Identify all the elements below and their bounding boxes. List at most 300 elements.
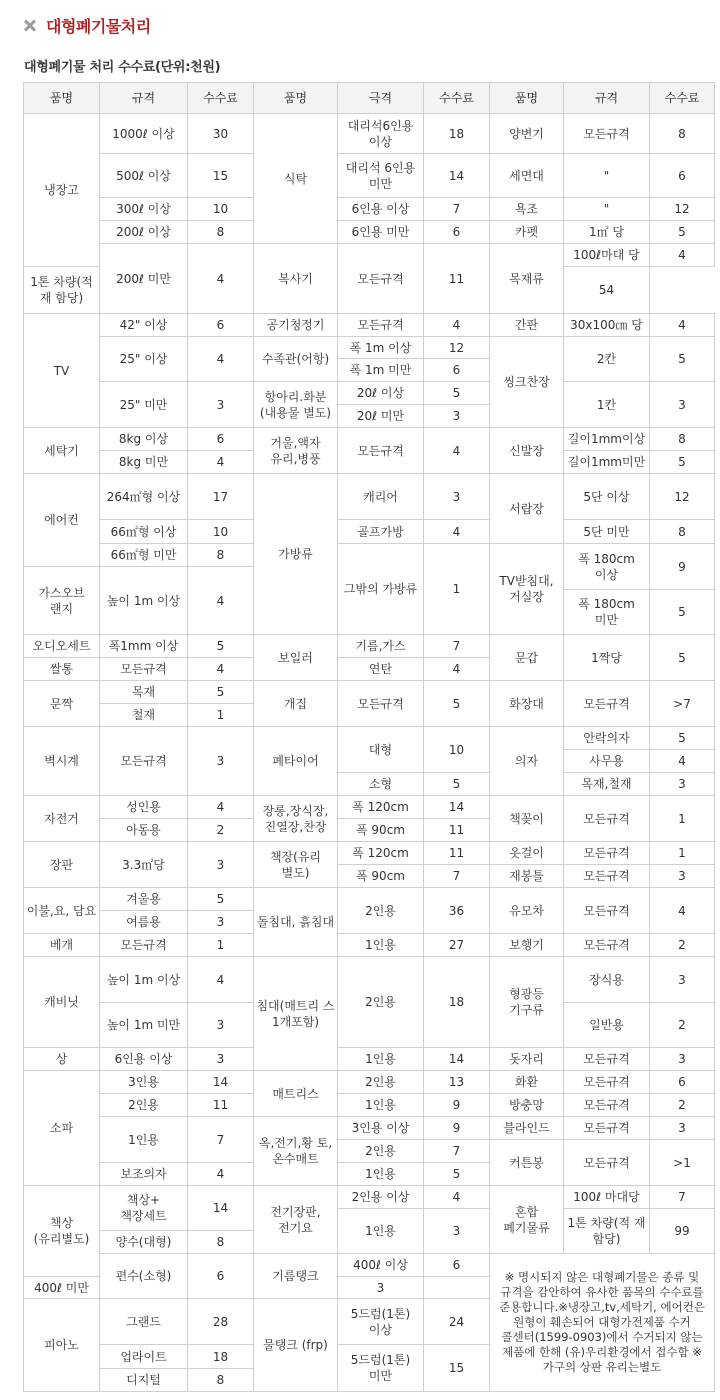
item-fee: 3 (188, 727, 254, 796)
item-fee: 4 (424, 428, 490, 474)
column-header: 품명 (24, 83, 100, 114)
column-header: 극격 (338, 83, 424, 114)
item-fee: 3 (650, 957, 715, 1003)
item-fee: 5 (650, 590, 715, 635)
item-name: 씽크찬장 (490, 337, 564, 428)
item-spec: 20ℓ 이상 (338, 382, 424, 405)
item-fee: 5 (650, 451, 715, 474)
item-spec: 400ℓ 이상 (338, 1254, 424, 1277)
item-fee: 15 (424, 1345, 490, 1392)
item-fee: 5 (188, 635, 254, 658)
item-fee: 8 (650, 520, 715, 544)
table-row (24, 1117, 715, 1140)
item-fee: 10 (188, 198, 254, 221)
item-spec: 골프가방 (338, 520, 424, 544)
item-spec: 300ℓ 이상 (100, 198, 188, 221)
table-row (24, 1071, 715, 1094)
item-name: 화환 (490, 1071, 564, 1094)
item-spec: 모든규격 (564, 796, 650, 842)
item-spec: 모든규격 (564, 865, 650, 888)
table-row (24, 382, 715, 405)
item-fee: 6 (424, 1254, 490, 1277)
item-spec: 1000ℓ 이상 (100, 114, 188, 154)
item-fee: 3 (650, 773, 715, 796)
item-spec: 기름,가스 (338, 635, 424, 658)
item-spec: 목재 (100, 681, 188, 704)
item-name: 책상 (유리별도) (24, 1186, 100, 1277)
item-spec: 1톤 차량(적 재 함당) (564, 1209, 650, 1254)
item-name: 세탁기 (24, 428, 100, 474)
item-fee: 4 (424, 1186, 490, 1209)
item-fee: 7 (188, 1117, 254, 1163)
item-spec: 모든규격 (564, 1094, 650, 1117)
item-fee: 14 (188, 1071, 254, 1094)
item-fee: 18 (188, 1345, 254, 1369)
item-fee: 3 (188, 1003, 254, 1048)
item-spec: 그밖의 가방류 (338, 544, 424, 635)
item-fee: 5 (650, 337, 715, 382)
item-spec: 높이 1m 미만 (100, 1003, 188, 1048)
item-spec: 편수(소형) (100, 1254, 188, 1299)
item-spec: 소형 (338, 773, 424, 796)
item-fee: >7 (650, 681, 715, 727)
item-fee: 1 (650, 842, 715, 865)
item-spec: 2인용 (338, 957, 424, 1048)
item-fee: 7 (424, 865, 490, 888)
item-spec: 1㎡ 당 (564, 221, 650, 244)
table-row (24, 1048, 715, 1071)
item-name: 냉장고 (24, 114, 100, 267)
item-fee: 8 (650, 114, 715, 154)
item-fee: 6 (650, 154, 715, 198)
item-spec: 모든규격 (564, 842, 650, 865)
item-name: 문짝 (24, 681, 100, 727)
item-spec: 길이1mm미만 (564, 451, 650, 474)
item-spec: 목재,철재 (564, 773, 650, 796)
item-name: 물탱크 (frp) (254, 1299, 338, 1392)
item-spec: 1칸 (564, 382, 650, 428)
item-spec: 모든규격 (338, 428, 424, 474)
item-name: TV받침대, 거실장 (490, 544, 564, 635)
item-spec: 안락의자 (564, 727, 650, 750)
item-name: 가방류 (254, 474, 338, 635)
item-fee: 99 (650, 1209, 715, 1254)
item-spec: 1짝당 (564, 635, 650, 681)
item-fee: 4 (188, 244, 254, 314)
item-fee: 5 (188, 681, 254, 704)
item-fee: 5 (650, 635, 715, 681)
item-spec: 그랜드 (100, 1299, 188, 1345)
item-fee: 4 (650, 314, 715, 337)
item-name: 장판 (24, 842, 100, 888)
column-header: 수수료 (650, 83, 715, 114)
item-spec: 66㎡형 미만 (100, 544, 188, 567)
item-fee: 14 (424, 1048, 490, 1071)
item-name: 돗자리 (490, 1048, 564, 1071)
item-spec: 200ℓ 이상 (100, 221, 188, 244)
item-spec: 2인용 (100, 1094, 188, 1117)
table-row (24, 1094, 715, 1117)
item-spec: 폭 120cm (338, 796, 424, 819)
table-row (24, 681, 715, 704)
column-header: 품명 (490, 83, 564, 114)
item-name: 세면대 (490, 154, 564, 198)
item-fee: 9 (424, 1117, 490, 1140)
item-spec: 66㎡형 이상 (100, 520, 188, 544)
fee-table (23, 82, 715, 1392)
item-name: 소파 (24, 1071, 100, 1186)
item-spec: 폭 180cm 미만 (564, 590, 650, 635)
item-fee: 1 (188, 704, 254, 727)
item-spec: 대리석 6인용 미만 (338, 154, 424, 198)
item-spec: 사무용 (564, 750, 650, 773)
item-spec: 6인용 미만 (338, 221, 424, 244)
table-caption: 대형폐기물 처리 수수료(단위:천원) (24, 60, 221, 75)
table-row (24, 244, 715, 267)
item-spec: 5드럼(1톤) 이상 (338, 1299, 424, 1345)
table-row (24, 796, 715, 819)
item-spec: 2인용 이상 (338, 1186, 424, 1209)
item-name: 목재류 (490, 244, 564, 314)
item-name: 식탁 (254, 114, 338, 244)
item-fee: >1 (650, 1140, 715, 1186)
item-name: 형광등 기구류 (490, 957, 564, 1048)
item-spec: 높이 1m 이상 (100, 567, 188, 635)
item-fee: 5 (424, 681, 490, 727)
item-fee: 8 (188, 544, 254, 567)
item-spec: 1인용 (338, 934, 424, 957)
table-header-row (24, 83, 715, 114)
item-fee: 3 (338, 1277, 424, 1299)
item-name: 책장(유리 별도) (254, 842, 338, 888)
item-spec: 대형 (338, 727, 424, 773)
item-fee: 3 (650, 1117, 715, 1140)
item-fee: 15 (188, 154, 254, 198)
item-fee: 11 (424, 244, 490, 314)
item-spec: 성인용 (100, 796, 188, 819)
item-spec: 폭 1m 미만 (338, 359, 424, 382)
item-spec: 264㎡형 이상 (100, 474, 188, 520)
table-row (24, 842, 715, 865)
item-fee: 6 (188, 428, 254, 451)
item-fee: 6 (188, 314, 254, 337)
item-spec: 폭 1m 이상 (338, 337, 424, 359)
item-fee: 5 (424, 1163, 490, 1186)
item-spec: 양수(대형) (100, 1231, 188, 1254)
item-fee: 4 (424, 314, 490, 337)
item-spec: 20ℓ 미만 (338, 405, 424, 428)
item-spec: 연탄 (338, 658, 424, 681)
item-fee: 7 (424, 198, 490, 221)
item-spec: 100ℓ마대 당 (564, 244, 650, 267)
item-fee: 3 (650, 1048, 715, 1071)
item-name: 양변기 (490, 114, 564, 154)
table-row (24, 314, 715, 337)
item-fee: 4 (188, 1163, 254, 1186)
item-fee: 8 (188, 221, 254, 244)
item-spec: 200ℓ 미만 (100, 244, 188, 314)
item-fee: 5 (650, 221, 715, 244)
item-fee: 28 (188, 1299, 254, 1345)
item-fee: 36 (424, 888, 490, 934)
item-name: 방충망 (490, 1094, 564, 1117)
item-spec: 모든규격 (564, 114, 650, 154)
item-fee: 4 (188, 451, 254, 474)
item-spec: 모든규격 (564, 1140, 650, 1186)
item-spec: 높이 1m 이상 (100, 957, 188, 1003)
item-fee: 3 (424, 405, 490, 428)
item-fee: 10 (424, 727, 490, 773)
item-fee: 9 (650, 544, 715, 590)
item-fee: 6 (424, 359, 490, 382)
column-header: 품명 (254, 83, 338, 114)
item-fee: 3 (650, 865, 715, 888)
item-name: 카펫 (490, 221, 564, 244)
item-fee: 3 (424, 474, 490, 520)
item-spec: 2인용 (338, 888, 424, 934)
item-name: 상 (24, 1048, 100, 1071)
item-name: 매트리스 (254, 1071, 338, 1117)
item-fee: 18 (424, 114, 490, 154)
item-fee: 54 (564, 267, 650, 314)
table-row (24, 544, 715, 567)
table-row (24, 337, 715, 359)
item-name: 장롱,장식장, 진열장,찬장 (254, 796, 338, 842)
item-name: 이불,요, 담요 (24, 888, 100, 934)
item-name: 유모차 (490, 888, 564, 934)
item-spec: 폭 90cm (338, 819, 424, 842)
item-fee: 30 (188, 114, 254, 154)
table-row (24, 198, 715, 221)
item-fee: 1 (650, 796, 715, 842)
item-fee: 14 (188, 1186, 254, 1231)
item-spec: 모든규격 (100, 727, 188, 796)
item-name: 캐비닛 (24, 957, 100, 1048)
item-fee: 11 (424, 842, 490, 865)
table-row (24, 221, 715, 244)
table-row (24, 520, 715, 544)
item-spec: 25" 미만 (100, 382, 188, 428)
item-spec: " (564, 198, 650, 221)
item-name: 쌀통 (24, 658, 100, 681)
item-name: 돌침대, 흙침대 (254, 888, 338, 957)
item-spec: 6인용 이상 (338, 198, 424, 221)
item-name: 혼합 폐기물류 (490, 1186, 564, 1254)
item-spec: 1인용 (338, 1209, 424, 1254)
item-name: 문갑 (490, 635, 564, 681)
item-fee: 14 (424, 796, 490, 819)
table-row (24, 474, 715, 520)
item-spec: 1인용 (338, 1094, 424, 1117)
item-fee: 11 (424, 819, 490, 842)
item-fee: 4 (650, 750, 715, 773)
item-spec: 모든규격 (564, 681, 650, 727)
item-spec: " (564, 154, 650, 198)
item-fee: 3 (188, 382, 254, 428)
item-spec: 폭 180cm 이상 (564, 544, 650, 590)
item-fee: 1 (188, 934, 254, 957)
item-fee: 8 (650, 428, 715, 451)
item-spec: 모든규격 (338, 681, 424, 727)
item-fee: 1 (424, 544, 490, 635)
item-spec: 100ℓ 마대당 (564, 1186, 650, 1209)
item-spec: 모든규격 (564, 888, 650, 934)
item-name: 폐타이어 (254, 727, 338, 796)
table-row (24, 428, 715, 451)
item-fee: 5 (424, 773, 490, 796)
item-fee: 12 (650, 198, 715, 221)
item-fee: 12 (424, 337, 490, 359)
item-name: 수족관(어항) (254, 337, 338, 382)
item-fee: 6 (188, 1254, 254, 1299)
item-fee: 4 (424, 658, 490, 681)
item-spec: 길이1mm이상 (564, 428, 650, 451)
item-fee: 4 (650, 244, 715, 267)
item-fee: 13 (424, 1071, 490, 1094)
item-spec: 모든규격 (338, 314, 424, 337)
item-spec: 업라이트 (100, 1345, 188, 1369)
item-spec: 42" 이상 (100, 314, 188, 337)
item-name: 베개 (24, 934, 100, 957)
item-fee: 10 (188, 520, 254, 544)
item-fee: 4 (188, 567, 254, 635)
item-fee: 4 (188, 957, 254, 1003)
item-name: 공기청정기 (254, 314, 338, 337)
item-fee: 24 (424, 1299, 490, 1345)
item-fee: 2 (650, 1094, 715, 1117)
item-spec: 6인용 이상 (100, 1048, 188, 1071)
item-spec: 400ℓ 미만 (24, 1277, 100, 1299)
item-fee: 18 (424, 957, 490, 1048)
item-name: 가스오브 랜지 (24, 567, 100, 635)
item-spec: 모든규격 (100, 658, 188, 681)
item-name: 침대(매트리 스 1개포함) (254, 957, 338, 1071)
item-fee: 8 (188, 1231, 254, 1254)
item-fee: 5 (650, 727, 715, 750)
table-row (24, 635, 715, 658)
item-spec: 폭1mm 이상 (100, 635, 188, 658)
item-spec: 5단 미만 (564, 520, 650, 544)
item-spec: 2인용 (338, 1071, 424, 1094)
table-row (24, 1254, 715, 1277)
item-name: 개집 (254, 681, 338, 727)
item-spec: 책상+ 책장세트 (100, 1186, 188, 1231)
item-spec: 캐리어 (338, 474, 424, 520)
item-spec: 5단 이상 (564, 474, 650, 520)
item-spec: 보조의자 (100, 1163, 188, 1186)
fee-note: ※ 명시되지 않은 대형폐기물은 종류 및 규격을 감안하여 유사한 품목의 수수료를 준용합니다.※냉장고,tv,세탁기, 에어컨은 원형이 훼손되어 대형가전제품 수거 콜센터(1599-0903)에서 수거되지 않는 제품에 한해 (유)우리환경에서 접수함 ※가구의 상판 유리는별도 (490, 1254, 715, 1392)
item-name: 블라인드 (490, 1117, 564, 1140)
item-fee: 9 (424, 1094, 490, 1117)
item-spec: 2인용 (338, 1140, 424, 1163)
item-spec: 모든규격 (338, 244, 424, 314)
item-fee: 11 (188, 1094, 254, 1117)
item-spec: 모든규격 (100, 934, 188, 957)
item-fee: 3 (188, 1048, 254, 1071)
column-header: 규격 (564, 83, 650, 114)
item-name: 보행기 (490, 934, 564, 957)
table-row (24, 888, 715, 911)
item-name: 기름탱크 (254, 1254, 338, 1299)
item-name: 책꽂이 (490, 796, 564, 842)
item-name: 옷걸이 (490, 842, 564, 865)
item-fee: 27 (424, 934, 490, 957)
item-fee: 7 (650, 1186, 715, 1209)
item-fee: 7 (424, 635, 490, 658)
page-title: 대형폐기물처리 (46, 16, 151, 36)
item-fee: 5 (188, 888, 254, 911)
item-name: 에어컨 (24, 474, 100, 567)
item-fee: 2 (650, 934, 715, 957)
item-fee: 6 (424, 221, 490, 244)
item-fee: 3 (650, 382, 715, 428)
item-name: 화장대 (490, 681, 564, 727)
item-fee: 3 (424, 1209, 490, 1254)
item-fee: 3 (188, 911, 254, 934)
item-fee: 2 (188, 819, 254, 842)
item-spec: 3.3㎡당 (100, 842, 188, 888)
item-spec: 5드럼(1톤) 미만 (338, 1345, 424, 1392)
item-name: TV (24, 314, 100, 428)
item-spec: 500ℓ 이상 (100, 154, 188, 198)
item-spec: 30x100㎝ 당 (564, 314, 650, 337)
item-name: 의자 (490, 727, 564, 796)
item-name: 벽시계 (24, 727, 100, 796)
item-spec: 폭 90cm (338, 865, 424, 888)
item-spec: 1인용 (338, 1163, 424, 1186)
item-spec: 모든규격 (564, 934, 650, 957)
item-name: 커튼봉 (490, 1140, 564, 1186)
item-spec: 8kg 이상 (100, 428, 188, 451)
item-name: 전기장판, 전기요 (254, 1186, 338, 1254)
item-name: 서랍장 (490, 474, 564, 544)
table-row (24, 1186, 715, 1209)
item-fee: 4 (188, 796, 254, 819)
item-fee: 17 (188, 474, 254, 520)
item-fee: 4 (188, 337, 254, 382)
table-row (24, 934, 715, 957)
item-name: 복사기 (254, 244, 338, 314)
item-spec: 1톤 차량(적 재 함당) (24, 267, 100, 314)
item-spec: 1인용 (338, 1048, 424, 1071)
item-fee: 12 (650, 474, 715, 520)
cross-bullet-icon (24, 19, 36, 31)
item-spec: 3인용 이상 (338, 1117, 424, 1140)
table-row (24, 957, 715, 1003)
item-name: 오디오세트 (24, 635, 100, 658)
item-fee: 4 (188, 658, 254, 681)
item-name: 항아리.화분 (내용물 별도) (254, 382, 338, 428)
item-fee: 4 (424, 520, 490, 544)
column-header: 수수료 (424, 83, 490, 114)
item-spec: 3인용 (100, 1071, 188, 1094)
item-fee: 8 (188, 1369, 254, 1392)
item-spec: 2칸 (564, 337, 650, 382)
item-spec: 여름용 (100, 911, 188, 934)
column-header: 규격 (100, 83, 188, 114)
item-spec: 디지털 (100, 1369, 188, 1392)
page-header (24, 14, 151, 36)
item-name: 자전거 (24, 796, 100, 842)
item-name: 거울,액자 유리,병풍 (254, 428, 338, 474)
item-name: 보일러 (254, 635, 338, 681)
item-spec: 25" 이상 (100, 337, 188, 382)
item-spec: 8kg 미만 (100, 451, 188, 474)
item-spec: 모든규격 (564, 1048, 650, 1071)
item-spec: 철재 (100, 704, 188, 727)
item-name: 옥,전기,황 토,온수매트 (254, 1117, 338, 1186)
item-spec: 폭 120cm (338, 842, 424, 865)
